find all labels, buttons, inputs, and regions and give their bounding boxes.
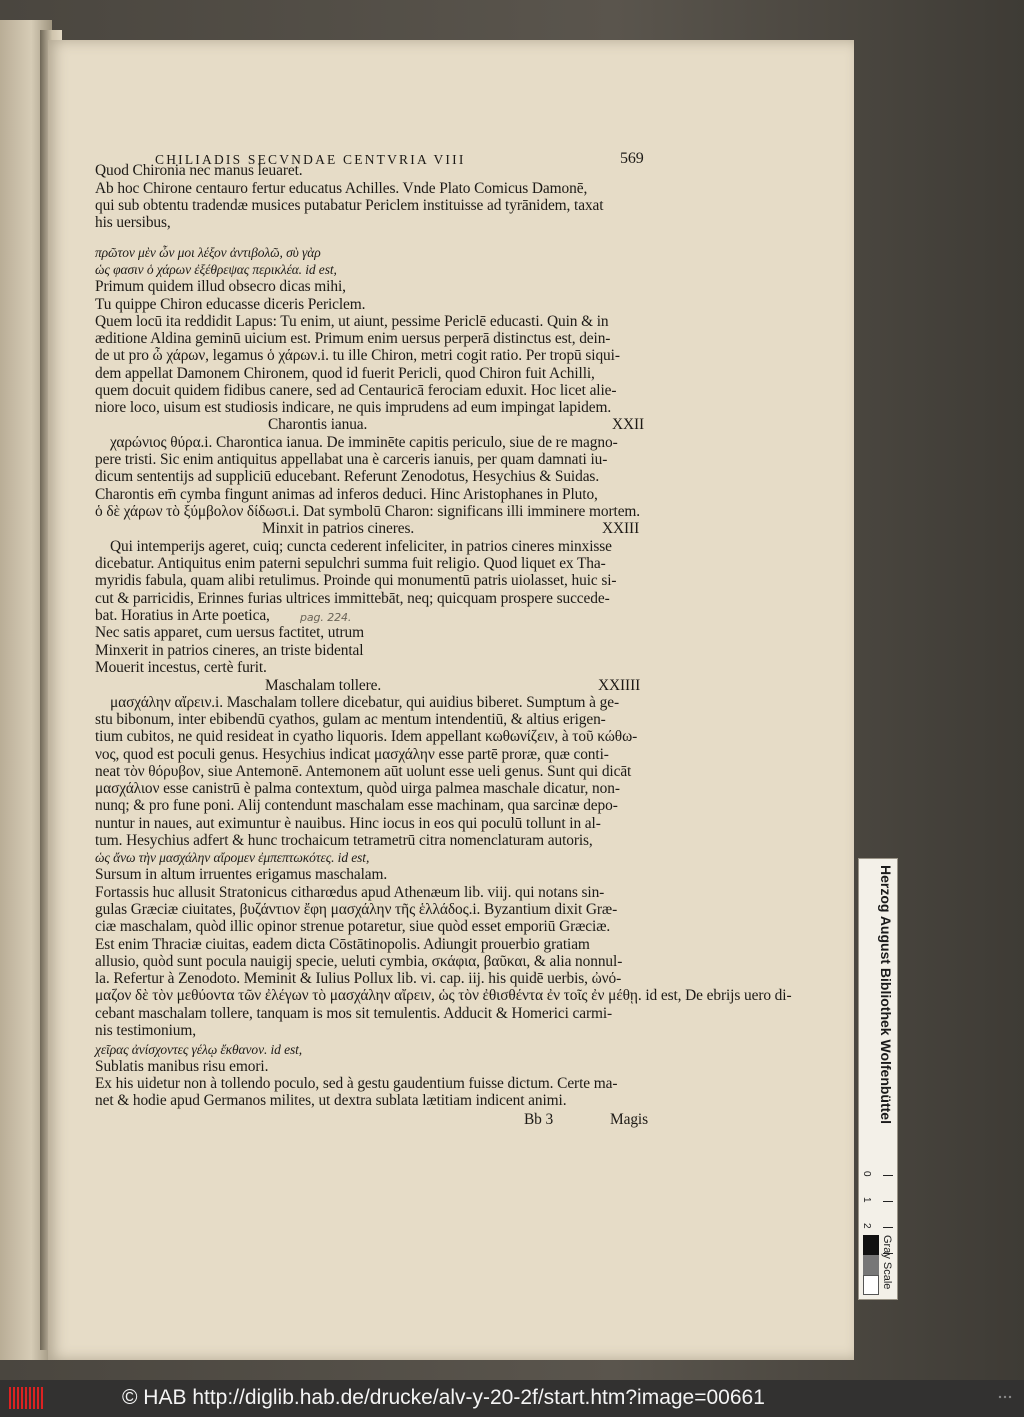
text-line: gulas Græciæ ciuitates, βυζάντιον ἔφη μασχάλην τῆς ἑλλάδος.i. Byzantium dixit Græ- xyxy=(95,901,618,918)
text-line: niore loco, uisum est studiosis indicare, ne quis imprudens ad eum impingat lapidem. xyxy=(95,399,612,416)
text-line: μασχάλιον esse canistrū è palma contextum, quòd uirga palmea maschale dicatur, non- xyxy=(95,780,620,797)
gray-swatch xyxy=(863,1235,879,1255)
text-line: nunq; & pro fune poni. Alij contendunt maschalam esse machinam, qua sarcinæ depo- xyxy=(95,797,618,814)
text-line: ὁ δὲ χάρων τὸ ξύμβολον δίδωσι.i. Dat symbolū Charon: significans illi imminere mortem. xyxy=(95,503,641,520)
text-line: dem appellat Damonem Chironem, quod id fuerit Pericli, quod Chiron fuit Achilli, xyxy=(95,365,595,382)
scale-tick xyxy=(883,1227,893,1228)
page-number: 569 xyxy=(620,150,644,167)
text-line: Ex his uidetur non à tollendo poculo, sed à gestu gaudentium fuisse dictum. Certe ma- xyxy=(95,1075,618,1092)
text-line: μαζον δὲ τὸν μεθύοντα τῶν ἐλέγων τὸ μασχάλην αἴρειν, ὡς τὸν ἐθισθέντα ἐν τοῖς ἐν μέθῃ. id est, De ebrijs uero di- xyxy=(95,987,792,1004)
text-line: Quod Chironia nec manus leuaret. xyxy=(95,162,303,179)
text-line: allusio, quòd sunt pocula nauigij specie, ueluti cymbia, σκάφια, βαῦκαι, & alia nonnul- xyxy=(95,953,623,970)
section-heading: Charontis ianua. xyxy=(268,416,368,433)
scale-tick xyxy=(883,1201,893,1202)
text-line: nis testimonium, xyxy=(95,1022,197,1039)
text-line: æditione Aldina geminū uicium est. Primum enim uersus perperā distinctus est, dein- xyxy=(95,330,611,347)
text-line: cut & parricidis, Erinnes furias ultrices immittebāt, neq; quicquam prospere succede- xyxy=(95,590,610,607)
scale-number: 2 xyxy=(861,1223,872,1229)
running-title: CHILIADIS SECVNDAE CENTVRIA VIII xyxy=(155,152,466,167)
text-line: his uersibus, xyxy=(95,214,171,231)
scale-number: 0 xyxy=(861,1171,872,1177)
section-numeral: XXII xyxy=(612,416,645,433)
signature-mark: Bb 3 xyxy=(524,1111,554,1128)
gray-scale-label: Gray Scale xyxy=(881,1235,893,1290)
hab-logo-icon xyxy=(8,1384,44,1412)
library-scale-card xyxy=(858,858,898,1300)
text-line: myridis fabula, quam alibi retulimus. Proinde qui monumentū patris uiolasset, huic si- xyxy=(95,572,617,589)
text-line: Ab hoc Chirone centauro fertur educatus Achilles. Vnde Plato Comicus Damonē, xyxy=(95,180,588,197)
text-line: pere tristi. Sic enim antiquitus appellabat una è carceris ianuis, per quam damnati iu- xyxy=(95,451,608,468)
text-line: net & hodie apud Germanos milites, ut dextra sublata lætitiam indicent animi. xyxy=(95,1092,567,1109)
section-numeral: XXIII xyxy=(602,520,640,537)
gray-swatch xyxy=(863,1275,879,1295)
section-heading: Maschalam tollere. xyxy=(265,677,382,694)
text-line: dicum sententijs ad suppliciū educebant. Referunt Zenodotus, Hesychius & Suidas. xyxy=(95,468,600,485)
text-line: stu bibonum, inter ebibendū cyathos, gulam ac mentum intendentiū, & altius erigen- xyxy=(95,711,606,728)
menu-dots-icon[interactable] xyxy=(998,1392,1012,1402)
text-line: nuntur in naues, aut eximuntur è nauibus. Hinc iocus in eos qui poculū tollunt in al- xyxy=(95,815,601,832)
text-line: Nec satis apparet, cum uersus factitet, utrum xyxy=(95,624,365,641)
handwritten-note: pag. 224. xyxy=(300,611,352,624)
text-line: νος, quod est poculi genus. Hesychius indicat μασχάλην esse partē proræ, quæ conti- xyxy=(95,746,609,763)
greek-line: ὡς φασιν ὁ χάρων ἐξέθρεψας περικλέα. id est, xyxy=(95,262,337,277)
text-line: Charontis em̄ cymba fingunt animas ad inferos deduci. Hinc Aristophanes in Pluto, xyxy=(95,486,598,503)
text-line: Qui intemperijs ageret, cuiq; cuncta cederent infeliciter, in patrios cineres minxisse xyxy=(110,538,612,555)
text-line: μασχάλην αἴρειν.i. Maschalam tollere dicebatur, qui auidius biberet. Sumptum à ge- xyxy=(110,694,619,711)
section-heading: Minxit in patrios cineres. xyxy=(262,520,415,537)
viewer-footer xyxy=(0,1380,1024,1417)
text-line: Quem locū ita reddidit Lapus: Tu enim, ut aiunt, pessime Periclē educasti. Quin & in xyxy=(95,313,609,330)
catchword: Magis xyxy=(610,1111,648,1128)
copyright-url[interactable]: © HAB http://diglib.hab.de/drucke/alv-y-20-2f/start.htm?image=00661 xyxy=(122,1386,765,1409)
text-line: bat. Horatius in Arte poetica, xyxy=(95,607,270,624)
section-numeral: XXIIII xyxy=(598,677,641,694)
text-line: la. Refertur à Zenodoto. Meminit & Iulius Pollux lib. vi. cap. iij. his quidē uerbis, ὠνό- xyxy=(95,970,622,987)
text-line: neat τὸν θόρυβον, siue Antemonē. Antemonem aūt uolunt esse ueli genus. Sunt qui dicāt xyxy=(95,763,632,780)
text-line: ciæ maschalam, quòd illic opinor strenue potaretur, siue quòd esset emporiū Græciæ. xyxy=(95,918,611,935)
text-line: Est enim Thraciæ ciuitas, eadem dicta Cōstātinopolis. Adiungit prouerbio gratiam xyxy=(95,936,590,953)
text-line: de ut pro ὦ χάρων, legamus ὁ χάρων.i. tu ille Chiron, metri cogit ratio. Per tropū siqui- xyxy=(95,347,620,364)
text-line: Minxerit in patrios cineres, an triste bidental xyxy=(95,642,364,659)
text-line: cebant maschalam tollere, tanquam is mos sit temulentis. Adducit & Homerici carmi- xyxy=(95,1005,613,1022)
scale-number: 1 xyxy=(861,1197,872,1203)
text-line: quem docuit quidem fidibus canere, sed ad Centauricā ferociam eduxit. Hoc licet alie- xyxy=(95,382,617,399)
greek-line: χεῖρας ἀνίσχοντες γέλῳ ἔκθανον. id est, xyxy=(95,1042,303,1057)
text-line: qui sub obtentu tradendæ musices putabatur Periclem instituisse ad tyrānidem, taxat xyxy=(95,197,604,214)
library-name: Herzog August Bibliothek Wolfenbüttel xyxy=(878,865,894,1124)
text-line: Fortassis huc allusit Stratonicus citharœdus apud Athenæum lib. viij. qui notans sin- xyxy=(95,884,605,901)
text-line: Mouerit incestus, certè furit. xyxy=(95,659,267,676)
text-line: dicebatur. Antiquitus enim paterni sepulchri summa fuit religio. Quod liquet ex Tha- xyxy=(95,555,606,572)
greek-line: πρῶτον μὲν ὦν μοι λέξον ἀντιβολῶ, σὺ γὰρ xyxy=(95,245,321,260)
greek-line: ὡς ἄνω τὴν μασχάλην αἴρομεν ἐμπεπτωκότες. id est, xyxy=(95,850,370,865)
text-line: Sublatis manibus risu emori. xyxy=(95,1058,269,1075)
text-line: Primum quidem illud obsecro dicas mihi, xyxy=(95,278,346,295)
scale-tick xyxy=(883,1175,893,1176)
text-line: χαρώνιος θύρα.i. Charontica ianua. De imminēte capitis periculo, siue de re magno- xyxy=(110,434,618,451)
text-line: Sursum in altum irruentes erigamus maschalam. xyxy=(95,866,388,883)
text-line: Tu quippe Chiron educasse diceris Periclem. xyxy=(95,296,366,313)
gray-swatch xyxy=(863,1255,879,1275)
text-line: tum. Hesychius adfert & hunc trochaicum tetrametrū citra nomenclaturam autoris, xyxy=(95,832,593,849)
text-line: tium cubitos, ne quid resideat in cyatho liquoris. Idem appellant κωθωνίζειν, à τοῦ κώθω- xyxy=(95,728,638,745)
